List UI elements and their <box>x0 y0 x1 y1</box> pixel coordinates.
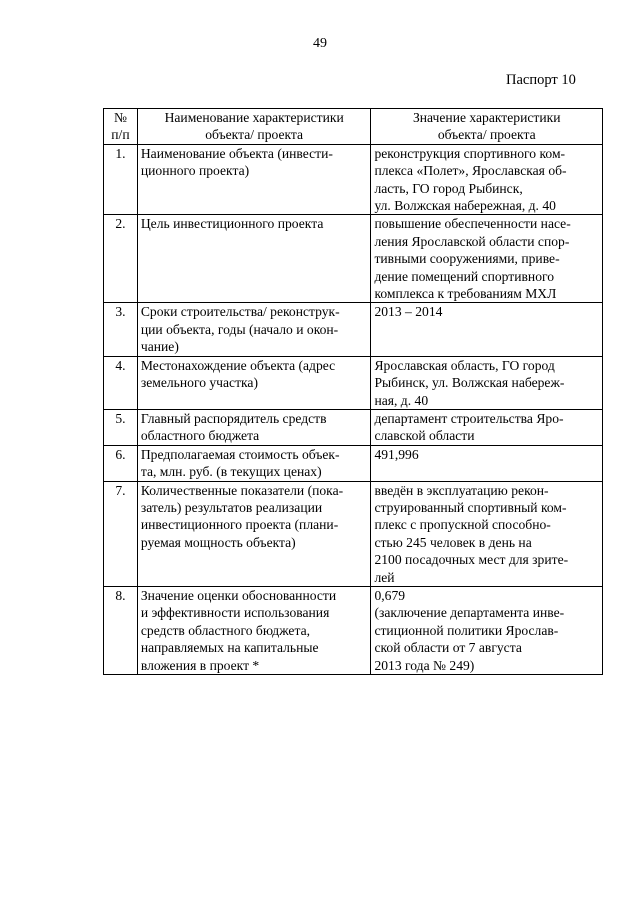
row-number: 1. <box>104 144 138 215</box>
row-number: 4. <box>104 356 138 409</box>
name-line: инвестиционного проекта (плани- <box>140 517 339 533</box>
name-line: Сроки строительства/ реконструк- <box>140 304 340 320</box>
value-line: тивными сооружениями, приве- <box>374 251 560 267</box>
value-line: дение помещений спортивного <box>374 268 555 284</box>
characteristic-value <box>371 356 603 409</box>
value-line: 2100 посадочных мест для зрите- <box>374 552 569 568</box>
row-number: 7. <box>104 481 138 586</box>
passport-label: Паспорт 10 <box>506 72 576 88</box>
name-line: ционного проекта) <box>140 163 250 179</box>
characteristic-value <box>371 303 603 356</box>
name-line: Главный распорядитель средств <box>140 410 327 426</box>
name-line: руемая мощность объекта) <box>140 534 296 550</box>
value-line: 2013 – 2014 <box>374 304 443 320</box>
header-value-line: объекта/ проекта <box>437 127 536 143</box>
value-line: Рыбинск, ул. Волжская набереж- <box>374 375 565 391</box>
table-row <box>104 356 603 409</box>
name-line: областного бюджета <box>140 428 260 444</box>
characteristic-value <box>371 215 603 303</box>
page-number: 49 <box>313 36 327 51</box>
row-number: 3. <box>104 303 138 356</box>
value-line: лей <box>374 569 395 585</box>
table-row <box>104 215 603 303</box>
characteristic-name <box>137 445 371 481</box>
value-line: департамент строительства Яро- <box>374 410 564 426</box>
passport-table <box>103 108 603 675</box>
header-name-line: Наименование характеристики <box>164 110 344 125</box>
value-line: ласть, ГО город Рыбинск, <box>374 180 523 196</box>
value-line: комплекса к требованиям МХЛ <box>374 286 557 302</box>
table-row <box>104 409 603 445</box>
value-line: введён в эксплуатацию рекон- <box>374 482 549 498</box>
row-number: 2. <box>104 215 138 303</box>
characteristic-value <box>371 481 603 586</box>
name-line: чание) <box>140 339 179 355</box>
name-line: Цель инвестиционного проекта <box>140 216 324 232</box>
value-line: стиционной политики Ярослав- <box>374 622 559 638</box>
value-line: плекса «Полет», Ярославская об- <box>374 163 567 179</box>
header-num <box>104 109 138 145</box>
name-line: затель) результатов реализации <box>140 499 323 515</box>
characteristic-value <box>371 445 603 481</box>
name-line: вложения в проект * <box>140 657 260 673</box>
header-num-line: № <box>113 110 127 125</box>
value-line: 491,996 <box>374 446 419 462</box>
table-row <box>104 481 603 586</box>
characteristic-name <box>137 356 371 409</box>
name-line: направляемых на капитальные <box>140 640 319 656</box>
table-row <box>104 445 603 481</box>
header-num-line: п/п <box>111 127 130 143</box>
value-line: Ярославская область, ГО город <box>374 357 555 373</box>
characteristic-name <box>137 303 371 356</box>
value-line: славской области <box>374 428 475 444</box>
characteristic-name <box>137 481 371 586</box>
value-line: ления Ярославской области спор- <box>374 233 570 249</box>
name-line: земельного участка) <box>140 375 258 391</box>
name-line: та, млн. руб. (в текущих ценах) <box>140 464 322 480</box>
value-line: ской области от 7 августа <box>374 640 522 656</box>
characteristic-value <box>371 409 603 445</box>
value-line: плекс с пропускной способно- <box>374 517 551 533</box>
row-number: 6. <box>104 445 138 481</box>
value-line: повышение обеспеченности насе- <box>374 216 571 232</box>
row-number: 8. <box>104 586 138 674</box>
name-line: Наименование объекта (инвести- <box>140 145 333 161</box>
table-row <box>104 586 603 674</box>
value-line: стью 245 человек в день на <box>374 534 532 550</box>
name-line: Значение оценки обоснованности <box>140 587 337 603</box>
table-header-row <box>104 109 603 145</box>
name-line: и эффективности использования <box>140 605 330 621</box>
header-name-line: объекта/ проекта <box>205 127 304 143</box>
characteristic-name <box>137 586 371 674</box>
value-line: 0,679 <box>374 587 406 603</box>
header-value-line: Значение характеристики <box>412 110 561 125</box>
name-line: средств областного бюджета, <box>140 622 311 638</box>
value-line: реконструкция спортивного ком- <box>374 145 566 161</box>
header-name <box>137 109 371 145</box>
table-row <box>104 144 603 215</box>
name-line: Местонахождение объекта (адрес <box>140 357 336 373</box>
header-value <box>371 109 603 145</box>
characteristic-name <box>137 215 371 303</box>
name-line: Количественные показатели (пока- <box>140 482 344 498</box>
name-line: ции объекта, годы (начало и окон- <box>140 321 339 337</box>
name-line: Предполагаемая стоимость объек- <box>140 446 340 462</box>
value-line: (заключение департамента инве- <box>374 605 565 621</box>
row-number: 5. <box>104 409 138 445</box>
characteristic-value <box>371 144 603 215</box>
value-line: ная, д. 40 <box>374 392 429 408</box>
characteristic-name <box>137 409 371 445</box>
table-row <box>104 303 603 356</box>
characteristic-value <box>371 586 603 674</box>
value-line: струированный спортивный ком- <box>374 499 567 515</box>
value-line: ул. Волжская набережная, д. 40 <box>374 198 556 214</box>
characteristic-name <box>137 144 371 215</box>
value-line: 2013 года № 249) <box>374 657 475 673</box>
